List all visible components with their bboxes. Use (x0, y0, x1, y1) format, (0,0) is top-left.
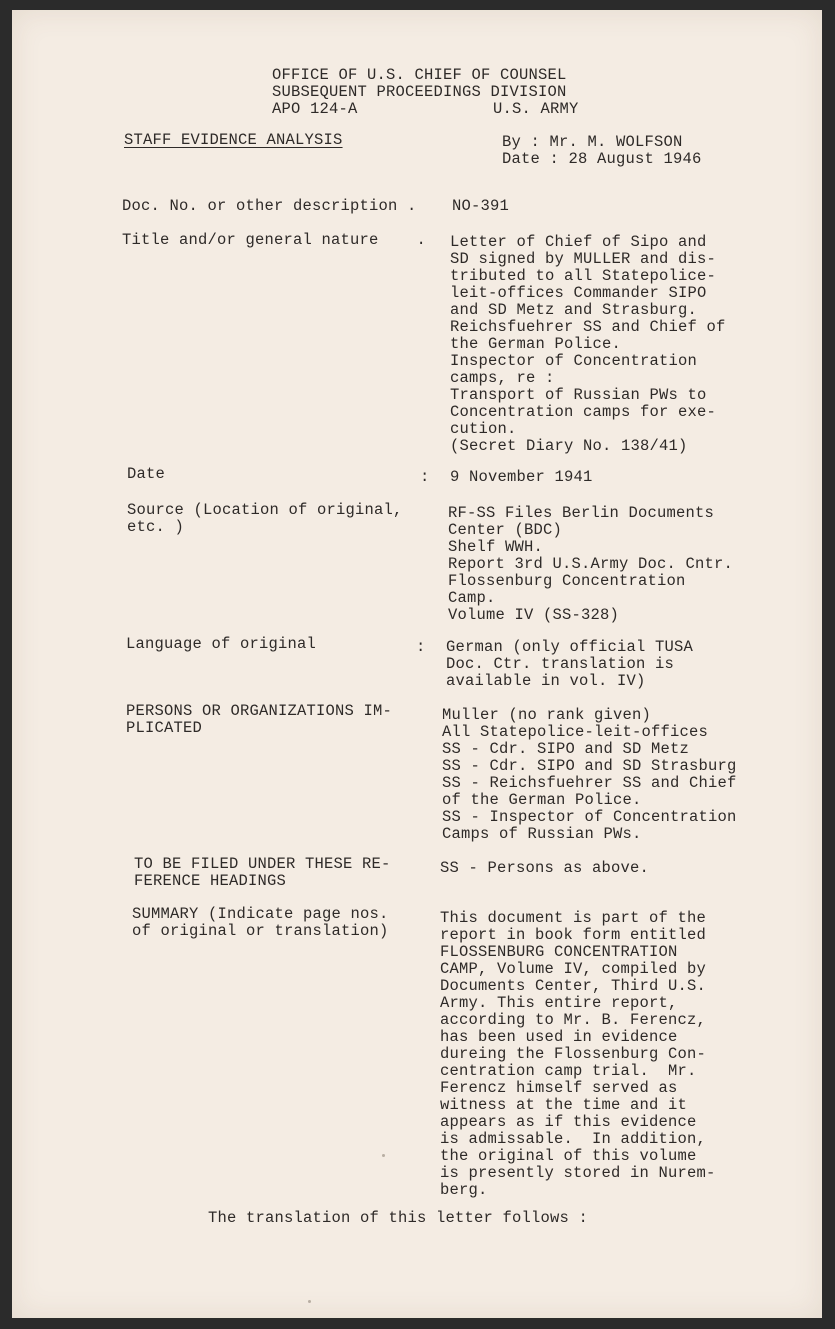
field-label: Source (Location of original, (127, 501, 403, 519)
field-value-line: SS - Inspector of Concentration (442, 808, 737, 826)
field-label: Title and/or general nature . (122, 231, 427, 249)
field-value: SS - Persons as above. (440, 859, 650, 877)
field-value-line: Camps of Russian PWs. (442, 825, 642, 843)
summary-line: FLOSSENBURG CONCENTRATION (440, 943, 678, 961)
summary-line: has been used in evidence (440, 1028, 678, 1046)
field-value-line: the German Police. (450, 335, 622, 353)
field-value-line: SS - Reichsfuehrer SS and Chief (442, 774, 737, 792)
field-label: etc. ) (127, 518, 185, 536)
translation-note: The translation of this letter follows : (208, 1209, 589, 1227)
field-value-line: Center (BDC) (448, 521, 563, 539)
summary-line: centration camp trial. Mr. (440, 1062, 697, 1080)
field-value-line: Concentration camps for exe- (450, 403, 717, 421)
header-office: OFFICE OF U.S. CHIEF OF COUNSEL (272, 66, 567, 84)
field-value-line: Letter of Chief of Sipo and (450, 233, 707, 251)
field-value-line: and SD Metz and Strasburg. (450, 301, 698, 319)
summary-line: is presently stored in Nurem- (440, 1164, 716, 1182)
summary-line: according to Mr. B. Ferencz, (440, 1011, 707, 1029)
field-separator: : (416, 638, 426, 656)
header-army: U.S. ARMY (493, 100, 579, 118)
field-value-line: tributed to all Statepolice- (450, 267, 717, 285)
field-value-line: of the German Police. (442, 791, 642, 809)
summary-line: dureing the Flossenburg Con- (440, 1045, 707, 1063)
field-value-line: Muller (no rank given) (442, 706, 652, 724)
header-division: SUBSEQUENT PROCEEDINGS DIVISION (272, 83, 567, 101)
field-value-line: Report 3rd U.S.Army Doc. Cntr. (448, 555, 734, 573)
summary-line: appears as if this evidence (440, 1113, 697, 1131)
summary-line: CAMP, Volume IV, compiled by (440, 960, 707, 978)
field-label: PERSONS OR ORGANIZATIONS IM- (126, 702, 393, 720)
paper-speck (308, 1300, 311, 1303)
field-value-line: SS - Cdr. SIPO and SD Strasburg (442, 757, 737, 775)
field-label: Date (127, 465, 166, 483)
field-value-line: Flossenburg Concentration (448, 572, 686, 590)
field-value-line: (Secret Diary No. 138/41) (450, 437, 688, 455)
field-value-line: Transport of Russian PWs to (450, 386, 707, 404)
analysis-date: Date : 28 August 1946 (502, 150, 702, 168)
summary-line: This document is part of the (440, 909, 707, 927)
field-value-line: All Statepolice-leit-offices (442, 723, 709, 741)
field-value-line: Shelf WWH. (448, 538, 544, 556)
field-label: SUMMARY (Indicate page nos. (132, 905, 389, 923)
field-value-line: Doc. Ctr. translation is (446, 655, 675, 673)
field-value: 9 November 1941 (450, 468, 593, 486)
summary-line: is admissable. In addition, (440, 1130, 707, 1148)
header-apo: APO 124-A (272, 100, 358, 118)
field-value-line: available in vol. IV) (446, 672, 646, 690)
field-label: Doc. No. or other description . (122, 197, 417, 215)
summary-line: berg. (440, 1181, 488, 1199)
field-value-line: Inspector of Concentration (450, 352, 698, 370)
field-label: PLICATED (126, 719, 203, 737)
summary-line: report in book form entitled (440, 926, 707, 944)
field-label: of original or translation) (132, 922, 389, 940)
summary-line: the original of this volume (440, 1147, 697, 1165)
summary-line: Army. This entire report, (440, 994, 678, 1012)
field-label: FERENCE HEADINGS (134, 872, 287, 890)
field-value-line: German (only official TUSA (446, 638, 694, 656)
field-value-line: SS - Cdr. SIPO and SD Metz (442, 740, 690, 758)
field-label: TO BE FILED UNDER THESE RE- (134, 855, 391, 873)
summary-line: Documents Center, Third U.S. (440, 977, 707, 995)
field-value-line: camps, re : (450, 369, 555, 387)
document-page (12, 10, 822, 1318)
paper-speck (382, 1154, 385, 1157)
summary-line: Ferencz himself served as (440, 1079, 678, 1097)
field-value-line: Camp. (448, 589, 496, 607)
field-value-line: RF-SS Files Berlin Documents (448, 504, 715, 522)
field-value-line: Reichsfuehrer SS and Chief of (450, 318, 726, 336)
analysis-title: STAFF EVIDENCE ANALYSIS (124, 131, 343, 149)
field-value-line: cution. (450, 420, 517, 438)
field-value-line: leit-offices Commander SIPO (450, 284, 707, 302)
field-label: Language of original (126, 635, 317, 653)
field-value-line: SD signed by MULLER and dis- (450, 250, 717, 268)
analysis-author: By : Mr. M. WOLFSON (502, 133, 683, 151)
field-value: NO-391 (452, 197, 510, 215)
summary-line: witness at the time and it (440, 1096, 688, 1114)
field-separator: : (420, 468, 430, 486)
field-value-line: Volume IV (SS-328) (448, 606, 620, 624)
